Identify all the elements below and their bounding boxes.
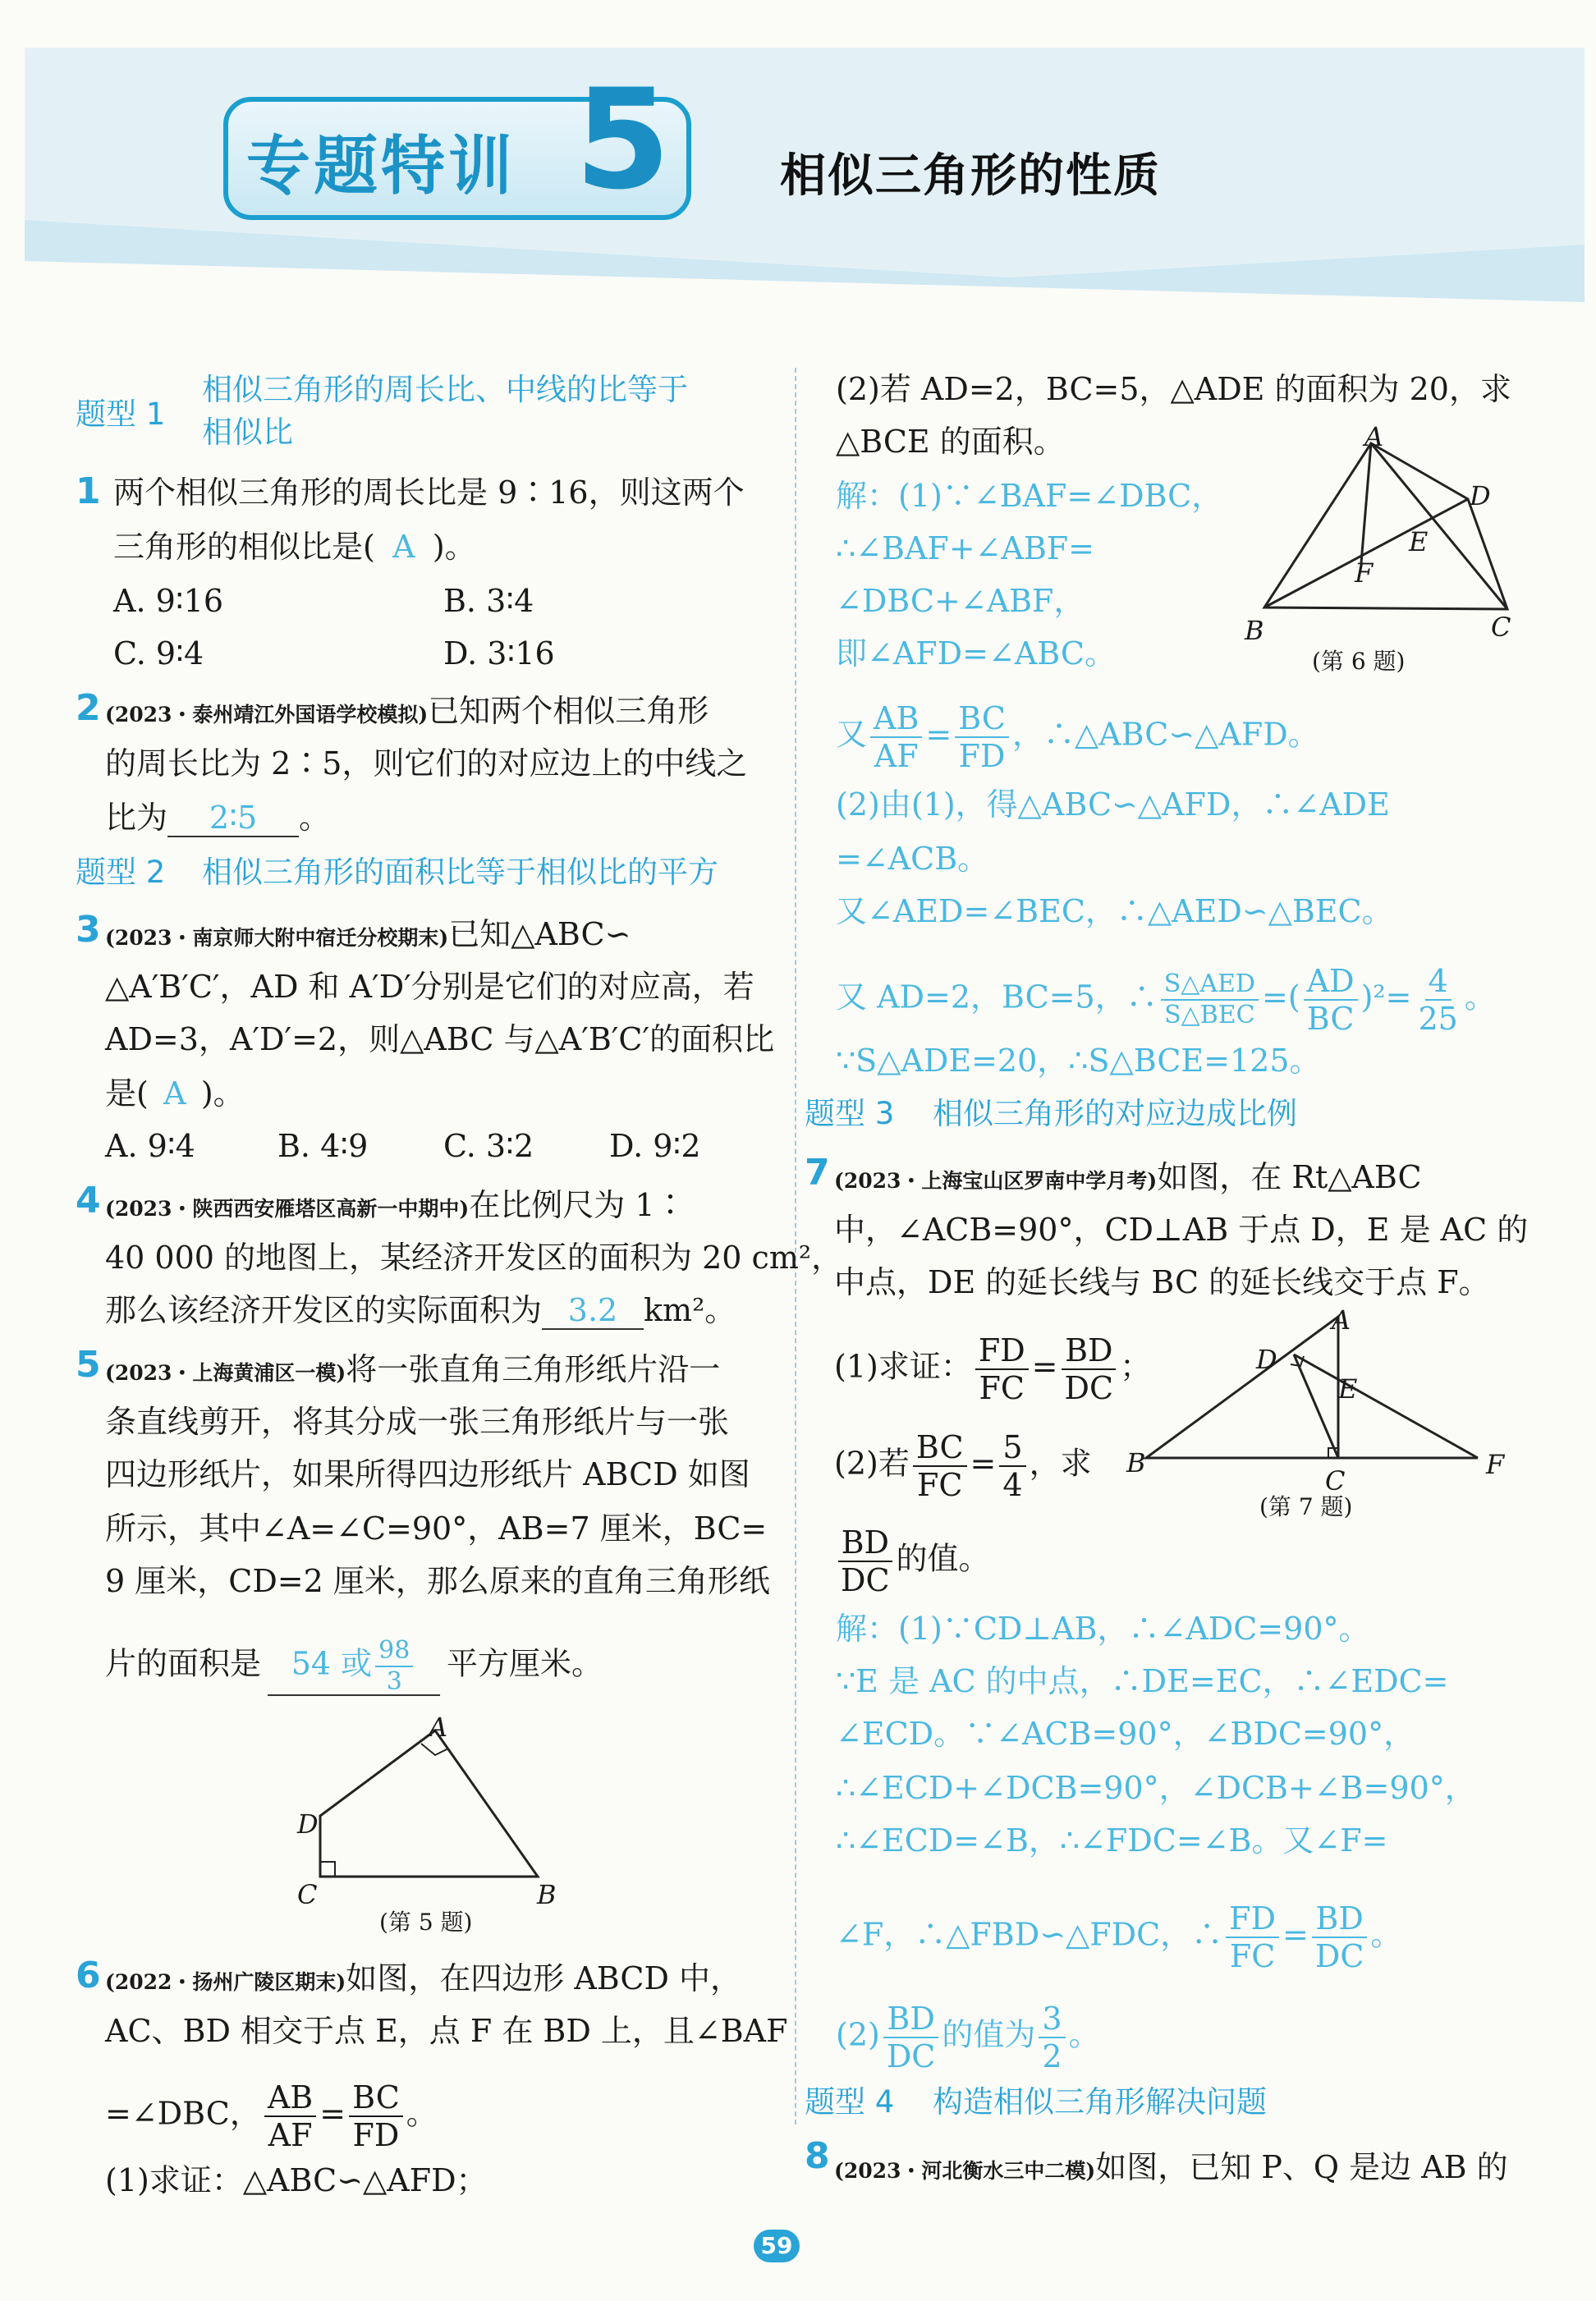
q2-line2: 的周长比为 2∶5，则它们的对应边上的中线之 bbox=[105, 745, 748, 782]
q4-line1: (2023・陕西西安雁塔区高新一中期中)在比例尺为 1∶ bbox=[105, 1187, 686, 1223]
figure-7 bbox=[1133, 1305, 1494, 1478]
page-title: 相似三角形的性质 bbox=[780, 149, 1161, 203]
sol7-line1: 解：(1)∵CD⊥AB，∴∠ADC=90°。 bbox=[836, 1611, 1370, 1647]
q5-line4: 所示，其中∠A=∠C=90°，AB=7 厘米，BC= bbox=[105, 1510, 768, 1547]
q7-part2: (2)若 $\frac{BC}{FC}$ = $\frac{5}{4}$ ，求 bbox=[834, 1429, 1092, 1503]
q1-answer: A bbox=[392, 529, 415, 565]
fig6-quadrilateral bbox=[1264, 443, 1507, 609]
figure-6 bbox=[1248, 427, 1527, 640]
q2-line1: (2023・泰州靖江外国语学校模拟)已知两个相似三角形 bbox=[105, 693, 709, 729]
fig7-label-C: C bbox=[1325, 1465, 1346, 1497]
fig6-label-B: B bbox=[1245, 615, 1264, 646]
q5-line1: (2023・上海黄浦区一模)将一张直角三角形纸片沿一 bbox=[105, 1351, 721, 1387]
question-6-number: 6 bbox=[76, 1955, 101, 1996]
fig5-caption: (第 5 题) bbox=[379, 1909, 473, 1936]
q3-line1: (2023・南京师大附中宿迁分校期末)已知△ABC∽ bbox=[105, 916, 631, 952]
sol7-line6: ∠F，∴△FBD∽△FDC，∴ $\frac{FD}{FC}$ = $\frac{BD}{DC}$ 。 bbox=[836, 1900, 1402, 1974]
q4-answer: 3.2 bbox=[542, 1292, 644, 1330]
fig5-label-C: C bbox=[297, 1879, 318, 1910]
q7-line1: (2023・上海宝山区罗南中学月考)如图，在 Rt△ABC bbox=[834, 1159, 1422, 1195]
q5-line3: 四边形纸片，如果所得四边形纸片 ABCD 如图 bbox=[105, 1456, 750, 1492]
fig7-label-E: E bbox=[1338, 1373, 1358, 1405]
sol6-line4: 即∠AFD=∠ABC。 bbox=[836, 635, 1116, 672]
fig7-label-B: B bbox=[1126, 1447, 1146, 1478]
q2-answer: 2∶5 bbox=[167, 800, 299, 837]
question-7-number: 7 bbox=[805, 1152, 830, 1194]
q3-option-a: A. 9∶4 bbox=[105, 1128, 195, 1164]
sol6-line9: 又 AD=2，BC=5，∴ $\frac{\text{S△AED}}{\text{S△BEC}}$ =( $\frac{AD}{BC}$ )²= $\frac{4}{25}$ 。 bbox=[836, 963, 1496, 1037]
q3-line2: △A′B′C′，AD 和 A′D′分别是它们的对应高，若 bbox=[105, 969, 754, 1005]
q2-source: (2023・泰州靖江外国语学校模拟) bbox=[105, 703, 429, 727]
q1-option-d: D. 3∶16 bbox=[443, 635, 555, 672]
q3-answer: A bbox=[163, 1075, 186, 1112]
q8-source: (2023・河北衡水三中二模) bbox=[834, 2159, 1096, 2183]
section-2-label: 题型 2 bbox=[76, 855, 166, 890]
page-number: 59 bbox=[754, 2230, 800, 2262]
q3-line4: 是( A )。 bbox=[105, 1075, 245, 1112]
section-4-title: 构造相似三角形解决问题 bbox=[933, 2084, 1267, 2120]
q6-part2-line2: △BCE 的面积。 bbox=[836, 424, 1065, 460]
q5-line2: 条直线剪开，将其分成一张三角形纸片与一张 bbox=[105, 1404, 730, 1440]
badge-text: 专题特训 bbox=[246, 130, 516, 204]
q7-source: (2023・上海宝山区罗南中学月考) bbox=[834, 1169, 1158, 1193]
q3-source: (2023・南京师大附中宿迁分校期末) bbox=[105, 926, 449, 950]
q7-line3: 中点，DE 的延长线与 BC 的延长线交于点 F。 bbox=[834, 1264, 1490, 1300]
sol6-line1: 解：(1)∵∠BAF=∠DBC， bbox=[836, 478, 1223, 514]
sol6-line2: ∴∠BAF+∠ABF= bbox=[836, 530, 1095, 566]
fig6-label-D: D bbox=[1470, 480, 1491, 511]
sol6-line6: (2)由(1)，得△ABC∽△AFD，∴∠ADE bbox=[836, 786, 1390, 823]
section-1-title: 相似三角形的周长比、中线的比等于 bbox=[202, 372, 688, 407]
q1-line1: 两个相似三角形的周长比是 9∶16，则这两个 bbox=[113, 474, 745, 511]
sol6-line10: ∵S△ADE=20，∴S△BCE=125。 bbox=[836, 1043, 1321, 1079]
q4-source: (2023・陕西西安雁塔区高新一中期中) bbox=[105, 1197, 470, 1221]
q6-part2-line1: (2)若 AD=2，BC=5，△ADE 的面积为 20，求 bbox=[836, 371, 1511, 407]
q7-line2: 中，∠ACB=90°，CD⊥AB 于点 D，E 是 AC 的 bbox=[834, 1212, 1529, 1248]
q4-line3: 那么该经济开发区的实际面积为 3.2 km²。 bbox=[105, 1292, 736, 1328]
fig7-label-A: A bbox=[1332, 1304, 1351, 1336]
q3-line3: AD=3，A′D′=2，则△ABC 与△A′B′C′的面积比 bbox=[105, 1021, 775, 1057]
fig7-label-D: D bbox=[1256, 1344, 1277, 1375]
q3-option-d: D. 9∶2 bbox=[609, 1128, 701, 1164]
section-3-label: 题型 3 bbox=[805, 1096, 895, 1131]
q7-part1: (1)求证： $\frac{FD}{FC}$ = $\frac{BD}{DC}$ ； bbox=[834, 1332, 1152, 1406]
fig7-label-F: F bbox=[1486, 1449, 1505, 1480]
section-1-title-cont: 相似比 bbox=[202, 415, 293, 450]
question-1-number: 1 bbox=[76, 470, 101, 512]
q1-line2: 三角形的相似比是( A )。 bbox=[113, 529, 476, 565]
sol7-line3: ∠ECD。∵∠ACB=90°，∠BDC=90°， bbox=[836, 1716, 1415, 1752]
fig6-segment-AF bbox=[1361, 443, 1371, 563]
sol7-line2: ∵E 是 AC 的中点，∴DE=EC，∴∠EDC= bbox=[836, 1663, 1449, 1699]
fig7-line-DF bbox=[1294, 1354, 1478, 1458]
fig6-label-E: E bbox=[1409, 526, 1429, 557]
section-1-label: 题型 1 bbox=[76, 396, 166, 432]
fig6-label-F: F bbox=[1355, 557, 1374, 589]
sol7-line5: ∴∠ECD=∠B，∴∠FDC=∠B。又∠F= bbox=[836, 1822, 1388, 1859]
q5-source: (2023・上海黄浦区一模) bbox=[105, 1361, 346, 1385]
q5-line5: 9 厘米，CD=2 厘米，那么原来的直角三角形纸 bbox=[105, 1563, 770, 1599]
q5-answer: 54 或 $\frac{98}{3}$ bbox=[268, 1639, 440, 1696]
q5-line6: 片的面积是 54 或 $\frac{98}{3}$ 平方厘米。 bbox=[105, 1636, 603, 1696]
sol6-line7: =∠ACB。 bbox=[836, 841, 989, 877]
figure-5 bbox=[287, 1714, 566, 1903]
q6-part1: (1)求证：△ABC∽△AFD； bbox=[105, 2162, 488, 2198]
q6-line3: =∠DBC， $\frac{AB}{AF}$ = $\frac{BC}{FD}$ 。 bbox=[105, 2079, 438, 2153]
q6-line1: (2022・扬州广陵区期末)如图，在四边形 ABCD 中， bbox=[105, 1960, 742, 1996]
q3-option-c: C. 3∶2 bbox=[443, 1128, 534, 1164]
q4-line2: 40 000 的地图上，某经济开发区的面积为 20 cm²， bbox=[105, 1240, 843, 1276]
fig6-label-C: C bbox=[1491, 612, 1511, 643]
fig5-label-D: D bbox=[297, 1808, 319, 1840]
fig5-right-angle-C bbox=[320, 1862, 335, 1877]
badge-number: 5 bbox=[575, 59, 671, 220]
sol7-line4: ∴∠ECD+∠DCB=90°，∠DCB+∠B=90°， bbox=[836, 1770, 1476, 1806]
question-8-number: 8 bbox=[805, 2135, 830, 2177]
question-4-number: 4 bbox=[76, 1180, 101, 1222]
section-3-title: 相似三角形的对应边成比例 bbox=[933, 1096, 1297, 1131]
fig6-label-A: A bbox=[1364, 421, 1384, 452]
sol6-line8: 又∠AED=∠BEC，∴△AED∽△BEC。 bbox=[836, 893, 1393, 929]
q2-line3: 比为 2∶5 。 bbox=[105, 800, 331, 836]
q1-option-a: A. 9∶16 bbox=[113, 583, 224, 619]
q1-option-c: C. 9∶4 bbox=[113, 635, 204, 672]
fig6-diagonal-AC bbox=[1371, 443, 1507, 609]
section-2-title: 相似三角形的面积比等于相似比的平方 bbox=[202, 855, 718, 890]
sol6-line3: ∠DBC+∠ABF， bbox=[836, 583, 1085, 619]
fig7-caption: (第 7 题) bbox=[1259, 1493, 1353, 1520]
q8-line1: (2023・河北衡水三中二模)如图，已知 P、Q 是边 AB 的 bbox=[834, 2149, 1508, 2185]
question-3-number: 3 bbox=[76, 909, 101, 951]
fig5-label-B: B bbox=[537, 1879, 557, 1910]
question-2-number: 2 bbox=[76, 687, 101, 729]
q6-source: (2022・扬州广陵区期末) bbox=[105, 1970, 346, 1994]
fig7-triangle-ABC bbox=[1146, 1317, 1338, 1458]
sol6-line5: 又 $\frac{AB}{AF}$ = $\frac{BC}{FD}$ ，∴△ABC∽△AFD。 bbox=[836, 700, 1319, 774]
q3-option-b: B. 4∶9 bbox=[277, 1128, 369, 1164]
fig5-quadrilateral bbox=[320, 1730, 538, 1877]
q6-line2: AC、BD 相交于点 E，点 F 在 BD 上，且∠BAF bbox=[105, 2013, 788, 2049]
q7-part2-cont: $\frac{BD}{DC}$ 的值。 bbox=[834, 1527, 990, 1596]
fig7-segment-CD bbox=[1294, 1354, 1338, 1458]
section-4-label: 题型 4 bbox=[805, 2084, 895, 2120]
fig5-label-A: A bbox=[429, 1712, 448, 1743]
q1-option-b: B. 3∶4 bbox=[443, 583, 534, 619]
question-5-number: 5 bbox=[76, 1344, 101, 1386]
sol7-line7: (2) $\frac{BD}{DC}$ 的值为 $\frac{3}{2}$ 。 bbox=[836, 2001, 1100, 2074]
fig6-caption: (第 6 题) bbox=[1312, 648, 1406, 675]
